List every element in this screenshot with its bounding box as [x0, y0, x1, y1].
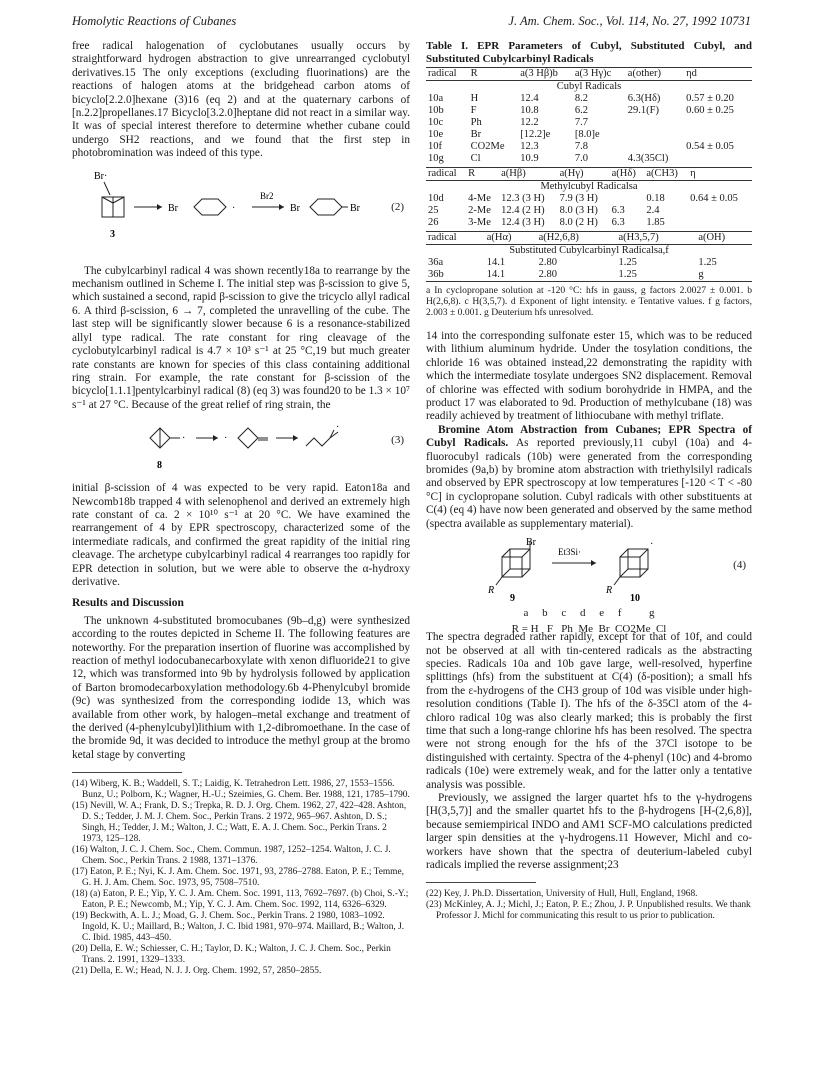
footnote-rule [72, 772, 182, 773]
eq3-radical-dot: · [224, 433, 228, 445]
table-cell: 12.4 (2 H) [501, 205, 545, 216]
table-cell: 0.60 ± 0.25 [686, 105, 734, 116]
table-cell: 0.64 ± 0.05 [690, 193, 738, 204]
paragraph: initial β-scission of 4 was expected to be very rapid. Eaton18a and Newcomb18b trapped 4 with selenophenol and derived an extremely high rate constant of ca. 2 × 10¹⁰ s⁻¹ at 20 °C. We have examined the rearrangement of 4 by EPR spectroscopy, characterized some of the intermediate radicals, and confirmed the great rapidity of the initial ring cleavage. The archetype cubylcarbinyl radical 4 rearranges too rapidly for EPR detection in solution, but we were able to observe the α-hydroxy derivative. [72, 482, 410, 588]
table-footnotes: a In cyclopropane solution at -120 °C: hfs in gauss, g factors 2.0027 ± 0.001. b H(2,6,8). c H(3,5,7). d Exponent of light intensity. e Tentative values. f g factors, 2.003 ± 0.001. g Deuterium hfs unresolved. [426, 285, 752, 318]
running-head-right: J. Am. Chem. Soc., Vol. 114, No. 27, 1992 10731 [508, 14, 751, 28]
table-cell: 0.18 [646, 193, 665, 204]
table-cell [610, 193, 645, 205]
table-header: a(CH3) [644, 168, 688, 181]
table-cell: Cl [470, 153, 481, 164]
table-cell: 7.0 [574, 153, 588, 164]
paragraph [426, 424, 752, 531]
table-row [426, 93, 752, 105]
table-cell [684, 117, 752, 129]
eq4-radical-dot: · [650, 539, 654, 551]
eq2-label: Br [350, 202, 360, 214]
table-header: a(3 Hγ)c [573, 68, 626, 81]
table-header: radical [426, 68, 469, 81]
eq2-label: Br· [94, 170, 108, 182]
table-header: η [688, 168, 752, 181]
equation-4 [426, 535, 752, 635]
table-header: a(H3,5,7) [616, 232, 696, 245]
eq4-compound-number: 10 [630, 593, 640, 605]
cyclobutylidene-structure [238, 428, 268, 448]
table-cell: 10e [428, 129, 444, 140]
table-cell: 10c [428, 117, 444, 128]
table-cell: 8.2 [574, 93, 588, 104]
table-cell: 2.80 [538, 257, 557, 268]
table-header: R [469, 68, 519, 81]
table-cell: 25 [428, 205, 439, 216]
table-cell: 12.4 (3 H) [501, 217, 545, 228]
table-row [426, 257, 752, 269]
table-cell: 6.2 [574, 105, 588, 116]
bicyclohexane-structure [102, 197, 124, 217]
epr-table-cubylcarbinyl [426, 231, 752, 282]
reference: (14) Wiberg, K. B.; Waddell, S. T.; Laidig, K. Tetrahedron Lett. 1986, 27, 1553–1556. Bunz, U.; Polborn, K.; Wagner, H.-U.; Szeimies, G. Chem. Ber. 1988, 121, 1785–1790. [72, 779, 410, 801]
equation-2 [72, 165, 410, 261]
table-header: a(Hγ) [558, 168, 610, 181]
table-cell: 4.3(35Cl) [627, 153, 669, 164]
table-cell: 7.7 [574, 117, 588, 128]
table-header: radical [426, 168, 466, 181]
table-cell [626, 117, 684, 129]
paragraph: The cubylcarbinyl radical 4 was shown recently18a to rearrange by the mechanism outlined in Scheme I. The initial step was β-scission to give 5, which sustained a second, rapid β-scission to give the tricyclo allyl radical 6. A third β-scission, 6 → 7, completed the unravelling of the cube. The last step will be significantly slower because 6 is a resonance-stabilized allyl type radical. The rate constant for ring cleavage of the cyclobutylcarbinyl radical is 4.7 × 10³ s⁻¹ at 25 °C,19 but much greater rate constants are known for species of this class containing additional ring strain. For example, the rate constant for β-scission of the bicyclo[1.1.1]pentylcarbinyl radical (8) (eq 3) was found20 to be 1.3 × 10⁷ s⁻¹ at 27 °C. Because of the great relief of ring strain, the [72, 264, 410, 411]
eq2-label: Br [290, 202, 300, 214]
table-header: R [466, 168, 499, 181]
table-header: a(Hβ) [499, 168, 558, 181]
table-cell: 10f [428, 141, 442, 152]
table-cell: 7.9 (3 H) [559, 193, 598, 204]
equation-number: (2) [391, 200, 404, 213]
references [72, 779, 410, 977]
epr-table-methylcubyl [426, 167, 752, 229]
cyclohexane-ring [310, 199, 342, 215]
equation-number: (4) [733, 559, 746, 572]
table-header: ηd [684, 68, 752, 81]
diene-radical-structure [306, 430, 338, 446]
eq2-label: Br2 [260, 190, 274, 201]
left-column [72, 40, 410, 977]
table-header: a(OH) [696, 232, 752, 245]
table-cell: 0.54 ± 0.05 [686, 141, 734, 152]
table-cell [626, 129, 684, 141]
reference: (19) Beckwith, A. L. J.; Moad, G. J. Chem. Soc., Perkin Trans. 2 1980, 1083–1092. Ingold, K. U.; Maillard, B.; Walton, J. C. Ibid 1981, 970–974. Maillard, B.; Walton, J. C. Ibid. 1985, 443–450. [72, 911, 405, 944]
table-cell: 1.25 [618, 257, 637, 268]
eq2-arrowhead [157, 204, 162, 210]
table-cell: 26 [428, 217, 439, 228]
table-cell: Br [470, 129, 482, 140]
table-cell: 12.4 [520, 93, 539, 104]
table-row [426, 117, 752, 129]
reference: (21) Della, E. W.; Head, N. J. J. Org. Chem. 1992, 57, 2850–2855. [72, 966, 322, 977]
section-heading: Results and Discussion [72, 597, 184, 610]
table-section-label: Substituted Cubylcarbinyl Radicalsa,f [509, 245, 669, 256]
eq3-arrowhead [213, 435, 218, 441]
reference: (22) Key, J. Ph.D. Dissertation, University of Hull, Hull, England, 1968. [426, 889, 698, 900]
bicyclopentyl-structure [150, 428, 180, 448]
eq4-arrowhead [591, 560, 596, 566]
table-cell [688, 217, 752, 229]
table-cell: [12.2]e [520, 129, 551, 140]
table-cell: 12.2 [520, 117, 539, 128]
table-cell: 10g [428, 153, 444, 164]
table-row [426, 193, 752, 205]
right-column [426, 40, 752, 922]
table-row [426, 153, 752, 165]
table-cell: 3-Me [468, 217, 491, 228]
eq3-arrowhead [293, 435, 298, 441]
table-cell: CO2Me [470, 141, 505, 152]
eq4-letters: a b c d e f g [523, 607, 655, 620]
eq2-arrowhead [279, 204, 284, 210]
table-row [426, 205, 752, 217]
table-cell: 2-Me [468, 205, 491, 216]
eq4-label: R [488, 585, 495, 597]
table-cell: 10a [428, 93, 444, 104]
table-cell: [8.0]e [574, 129, 600, 140]
table-cell: 8.0 (2 H) [559, 217, 598, 228]
equation-number: (3) [391, 434, 404, 447]
references [426, 889, 752, 922]
eq3-compound-number: 8 [157, 460, 162, 472]
table-cell: 14.1 [486, 269, 506, 280]
table-row [426, 269, 752, 282]
table-header: a(Hα) [485, 232, 537, 245]
reference: (16) Walton, J. C. J. Chem. Soc., Chem. Commun. 1987, 1252–1254. Walton, J. C. J. Chem. Soc., Perkin Trans. 2 1988, 1371–1376. [72, 845, 391, 867]
reference: (15) Nevill, W. A.; Frank, D. S.; Trepka, R. D. J. Org. Chem. 1962, 27, 422–428. Ashton, D. S.; Tedder, J. M. J. Chem. Soc., Perkin Trans. 2 1972, 965–967. Ashton, D. S.; Singh, H.; Tedder, J. M.; Walton, J. C.; Watt, E. A. J. Chem. Soc., Perkin Trans. 2 1973, 125–128. [72, 801, 407, 845]
paragraph: Previously, we assigned the larger quartet hfs to the γ-hydrogens [H(3,5,7)] and the smaller quartet hfs to the β-hydrogens [H-(2,6,8)], because semiempirical INDO and AM1 SCF-MO calculations predicted larger spin densities at the γ-hydrogens.11 However, Michl and co-workers have shown that the spectra of deuterium-labeled cubyl radicals implied the reverse assignment;23 [426, 791, 752, 871]
table-cell: Ph [470, 117, 482, 128]
eq3-radical-dot: · [182, 433, 186, 445]
table-cell: g [698, 269, 704, 280]
table-cell: 6.3 [611, 217, 625, 228]
table-header: a(H2,6,8) [537, 232, 617, 245]
table-cell: 10d [428, 193, 444, 204]
reference: (23) McKinley, A. J.; Michl, J.; Eaton, P. E.; Zhou, J. P. Unpublished results. We thank Professor J. Michl for communicating this result to us prior to publication. [426, 900, 751, 922]
table-cell: 10.8 [520, 105, 539, 116]
equation-4-structures [426, 535, 752, 605]
table-cell: 6.3(Hδ) [627, 93, 661, 104]
paragraph: free radical halogenation of cyclobutanes usually occurs by straightforward hydrogen abstraction to give unrearranged cyclobutyl derivatives.15 The only exceptions (excluding fluorinations) are the reactions of halogen atoms at the bridgehead carbon atoms of bicyclo[2.2.0]hexane (3)16 (eq 2) and at the quaternary carbons of [n.2.2]propellanes.17 Bicyclo[3.2.0]heptane did not react in a similar way. It was of special interest therefore to determine whether cubane could undergo SH2 reactions, and we found that the first step in photobromination was indeed of this type. [72, 40, 410, 160]
table-cell [626, 141, 684, 153]
eq4-label: Br [526, 537, 536, 549]
table-header: radical [426, 232, 485, 245]
table-cell [684, 129, 752, 141]
table-cell [684, 153, 752, 165]
table-cell: 36a [428, 257, 444, 268]
eq4-label: R [606, 585, 613, 597]
reference: (20) Della, E. W.; Schiesser, C. H.; Taylor, D. K.; Walton, J. C. J. Chem. Soc., Perkin Trans. 2. 1991, 1329–1333. [72, 944, 391, 966]
table-cell [688, 205, 752, 217]
table-cell: 12.3 [520, 141, 539, 152]
table-cell: H [470, 93, 479, 104]
eq2-label: Br [168, 202, 178, 214]
table-cell: 1.25 [618, 269, 637, 280]
table-row [426, 217, 752, 229]
table-section-label: Methylcubyl Radicalsa [540, 181, 638, 192]
paragraph: 14 into the corresponding sulfonate ester 15, which was to be reduced with lithium aluminum hydride. Under the tosylation conditions, the chloride 16 was obtained instead,22 demonstrating the rapidity with which the intermediate tosylate undergoes SN2 displacement. Removal of chlorine was effected with sodium borohydride in HMPA, and the product 17 was elaborated to 9d. Production of methylcubane (18) was readily achieved by treatment of lithiocubane with methyl triflate. [426, 330, 752, 423]
running-head-left: Homolytic Reactions of Cubanes [72, 14, 237, 28]
cubane-structure [496, 541, 530, 585]
table-cell: 7.8 [574, 141, 588, 152]
table-cell: F [470, 105, 477, 116]
table-cell: 4-Me [468, 193, 491, 204]
table-title: Table I. EPR Parameters of Cubyl, Substituted Cubyl, and Substituted Cubylcarbinyl Radicals [426, 40, 752, 65]
table-header: a(3 Hβ)b [518, 68, 573, 81]
table-cell: 10b [428, 105, 444, 116]
reference: (18) (a) Eaton, P. E.; Yip, Y. C. J. Am. Chem. Soc. 1991, 113, 7692–7697. (b) Choi, S.-Y.; Eaton, P. E.; Newcomb, M.; Yip, Y. C. J. Am. Chem. Soc. 1992, 114, 6326–6329. [72, 889, 409, 911]
table-row [426, 129, 752, 141]
equation-3 [72, 416, 410, 478]
table-cell: 8.0 (3 H) [559, 205, 598, 216]
table-cell: 1.25 [698, 257, 717, 268]
eq4-compound-number: 9 [510, 593, 515, 605]
paragraph: The unknown 4-substituted bromocubanes (9b–d,g) were synthesized according to the routes depicted in Scheme II. The following features are noteworthy. For the preparation insertion of fluorine was accomplished by reaction of methyl iodocubanecarboxylate with xenon difluoride21 to give 12, which was transformed into 9b by hydrolysis followed by application of Barton bromodecarboxylation methodology.6b 4-Phenylcubyl bromide (9c) was synthesized from the corresponding iodide 13, which was available from other work, by halogen–metal exchange and treatment of the derived (4-phenylcubyl)lithium with 1,2-dibromoethane. In the case of the bromide 9d, it was decided to introduce the methyl group at the bromo ketal stage by converting [72, 614, 410, 761]
eq3-radical-dot: · [336, 422, 340, 434]
table-row [426, 141, 752, 153]
eq2-compound-number: 3 [110, 228, 115, 240]
equation-2-structures [72, 165, 410, 261]
table-cell: 2.4 [646, 205, 660, 216]
footnote-rule [426, 882, 536, 883]
table-header: a(Hδ) [610, 168, 645, 181]
cubyl-radical-structure [614, 549, 648, 585]
eq2-arrow [104, 182, 110, 195]
table-cell: 36b [428, 269, 444, 280]
cyclohexane-ring [194, 199, 226, 215]
paragraph: The spectra degraded rather rapidly, except for that of 10f, and could not be observed at all with tin-centered radicals as the abstracting species. Radicals 10a and 10b gave large, well-resolved, hyperfine splittings (hfs) from the substituent at C(4) (δ-position); a small hfs from the ε-hydrogens of the CH3 group of 10d was visible under high-resolution conditions (Table I). The hfs of the δ-35Cl atom of the 4-chloro radical 10g was also clearly marked; this is probably the first time that such a long-range chlorine hfs has been resolved. The spectra were not strong enough for the hfs of the 37Cl isotope to be distinguished with certainty. Spectra of the 4-phenyl (10c) and 4-bromo radicals (10e) were extremely weak, and for the latter only a tentative analysis was possible. [426, 631, 752, 791]
table-row [426, 105, 752, 117]
table-cell: 10.9 [520, 153, 539, 164]
equation-3-structures [72, 416, 410, 478]
reference: (17) Eaton, P. E.; Nyi, K. J. Am. Chem. Soc. 1971, 93, 2786–2788. Eaton, P. E.; Temme, G. H. J. Am. Chem. Soc. 1973, 95, 7508–7510. [72, 867, 404, 889]
section-heading: Bromine Atom Abstraction from Cubanes; EPR Spectra of Cubyl Radicals. [426, 423, 752, 450]
epr-table-cubyl [426, 67, 752, 165]
eq4-reagent: Et3Si· [558, 547, 582, 558]
table-cell: 0.57 ± 0.20 [686, 93, 734, 104]
table-cell: 14.1 [486, 257, 506, 268]
table-cell: 6.3 [611, 205, 625, 216]
eq2-radical-dot: · [232, 202, 236, 214]
table-cell: 2.80 [538, 269, 557, 280]
eq4-substituents: R = H F Ph Me Br CO2Me Cl [511, 622, 667, 635]
table-section-label: Cubyl Radicals [556, 81, 622, 92]
table-header: a(other) [626, 68, 684, 81]
table-cell: 1.85 [646, 217, 665, 228]
table-cell: 12.3 (3 H) [501, 193, 545, 204]
table-cell: 29.1(F) [627, 105, 659, 116]
paragraph-text: As reported previously,11 cubyl (10a) and 4-fluorocubyl radicals (10b) were generated from the corresponding bromides (9a,b) by bromine atom abstraction with triethylsilyl radicals and observed by EPR spectroscopy at low temperatures [-120 < T < -80 °C] in cyclopropane solution. Cubyl radicals with other substituents at C(4) (eq 4) have now been generated and observed by the same method (spectra available as supplementary material). [426, 437, 752, 530]
